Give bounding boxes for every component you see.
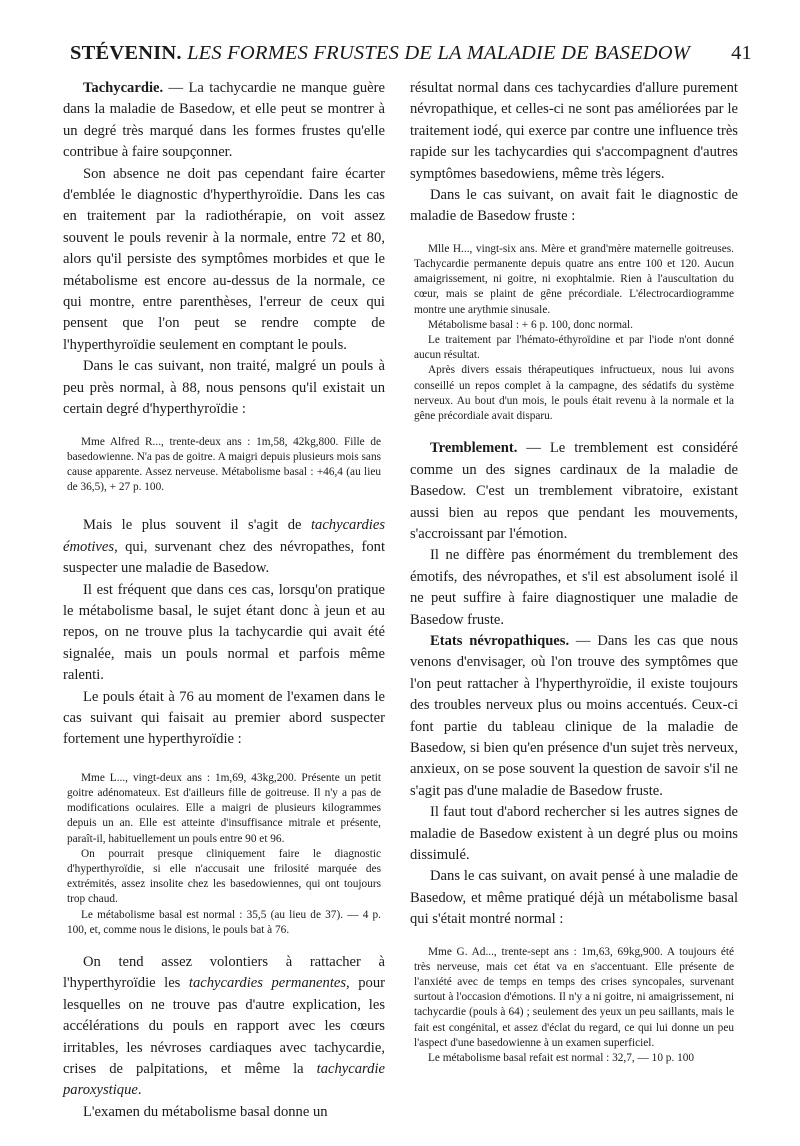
paragraph: Dans le cas suivant, on avait pensé à une maladie de Basedow, et même pratiqué déjà un métabolisme basal qui s'était montré normal : [410, 868, 738, 928]
case-note: Mme G. Ad..., trente-sept ans : 1m,63, 69kg,900. A toujours été très nerveuse, mais cet état va en s'accentuant. Elle présente de l'anxiété avec de temps en temps des crises syncopales, survenant surtout à l'occasion d'émotions. Il n'y a ni goitre, ni amaigrissement, ni tachycardie (pouls à 64) ; seulement des yeux un peu saillants, mais le fait est congénital, et assez d'éclat du regard, ce qui lui donne un peu l'aspect d'une basedowienne à un examen superficiel. [414, 945, 734, 1049]
case-note: Le métabolisme basal refait est normal : 32,7, — 10 p. 100 [428, 1052, 695, 1065]
paragraph-etats-nevropathiques: Etats névropathiques. — Dans les cas que nous venons d'envisager, où l'on trouve des symptômes que l'on peut rattacher à l'hyperthyroïdie, il existe toujours des troubles nerveux plus ou moins accentués. Ceux-ci font partie du tableau clinique de la maladie de Basedow, si bien qu'en présence d'un sujet très nerveux, anxieux, on se pose souvent la question de savoir s'il ne s'agit pas d'une maladie de Basedow fruste. [410, 632, 738, 799]
section-heading-tachycardie: Tachycardie. [83, 80, 164, 96]
page-number: 41 [731, 42, 752, 64]
paragraph: Dans le cas suivant, on avait fait le diagnostic de maladie de Basedow fruste : [410, 187, 738, 225]
paragraph: Il faut tout d'abord rechercher si les autres signes de maladie de Basedow existent à un degré plus ou moins dissimulé. [410, 804, 738, 863]
case-note: On pourrait presque cliniquement faire le diagnostic d'hyperthyroïdie, si elle n'accusait une frilosité marquée des extrémités, assez insolite chez les basedowiennes, qui ont toujours trop chaud. [67, 847, 381, 906]
case-note: Le métabolisme basal est normal : 35,5 (au lieu de 37). — 4 p. 100, et, comme nous le disions, le pouls bat à 76. [67, 908, 381, 936]
paragraph: Le pouls était à 76 au moment de l'examen dans le cas suivant qui faisait au premier abord suspecter fortement une hyperthyroïdie : [63, 688, 385, 748]
paragraph: L'examen du métabolisme basal donne un [83, 1103, 328, 1120]
paragraph-text: — La tachycardie ne manque guère dans la maladie de Basedow, et elle peut se montrer à un degré très marqué dans les formes frustes qu'elle contribue à faire soupçonner. [63, 80, 385, 161]
section-heading-etats-nevropathiques: Etats névropathiques. [430, 632, 570, 649]
case-note: Métabolisme basal : + 6 p. 100, donc normal. [428, 318, 633, 331]
running-header [70, 42, 752, 65]
header-title: LES FORMES FRUSTES DE LA MALADIE DE BASEDOW [187, 42, 691, 64]
case-note: Le traitement par l'hémato-éthyroïdine et par l'iode n'ont donné aucun résultat. [414, 334, 734, 362]
right-column [410, 78, 738, 1066]
paragraph: Il est fréquent que dans ces cas, lorsqu'on pratique le métabolisme basal, le sujet étant donc à jeun et au repos, on ne trouve plus la tachycardie qui avait été signalée, mais un pouls normal et parfois même ralenti. [63, 581, 385, 684]
case-note: Après divers essais thérapeutiques infructueux, nous lui avons conseillé un repos complet à la campagne, des sédatifs du système nerveux. Au bout d'un mois, le pouls était revenu à la normale et la gêne précordiale avait disparu. [414, 364, 734, 423]
paragraph: On tend assez volontiers à rattacher à l'hyperthyroïdie les tachycardies permanentes, pour lesquelles on ne trouve pas d'autre explication, les accélérations du pouls en rapport avec les cœurs irritables, les névroses cardiaques avec tachycardie, crises de palpitations, et même la tachycardie paroxystique. [63, 954, 385, 1099]
paragraph: Il ne diffère pas énormément du tremblement des émotifs, des névropathes, et s'il est absolument isolé il ne peut suffire à faire diagnostiquer une maladie de Basedow fruste. [410, 547, 738, 628]
emphasis: tachycardies émotives [63, 517, 385, 555]
header-author: STÉVENIN. [70, 42, 182, 64]
case-note: Mlle H..., vingt-six ans. Mère et grand'mère maternelle goitreuses. Tachycardie permanente depuis quatre ans entre 100 et 120. Aucun amaigrissement, ni goitre, ni exophtalmie. Rien à l'auscultation du cœur, mais se plaint de gêne précordiale. L'électrocardiogramme montre une arythmie sinusale. [414, 242, 734, 316]
paragraph-tremblement: Tremblement. — Le tremblement est considéré comme un des signes cardinaux de la maladie de Basedow. C'est un tremblement vibratoire, existant aussi bien au repos que pendant les mouvements, s'accroissant par l'émotion. [410, 440, 738, 542]
paragraph: Mais le plus souvent il s'agit de tachycardies émotives, qui, survenant chez des névropathes, font suspecter une maladie de Basedow. [63, 517, 385, 577]
case-note: Mme Alfred R..., trente-deux ans : 1m,58, 42kg,800. Fille de basedowienne. N'a pas de goitre. A maigri depuis plusieurs mois sans cause apparente. Assez nerveuse. Métabolisme basal : +46,4 (au lieu de 36,5), + 27 p. 100. [67, 435, 381, 494]
case-note: Mme L..., vingt-deux ans : 1m,69, 43kg,200. Présente un petit goitre adénomateux. Est d'ailleurs fille de goitreuse. Il n'y a pas de modifications oculaires. Elle a maigri de plusieurs kilogrammes depuis un an. Elle est atteinte d'insuffisance mitrale et présente, paraît-il, habituellement un pouls entre 90 et 96. [67, 771, 381, 845]
paragraph: Dans le cas suivant, non traité, malgré un pouls à peu près normal, à 88, nous pensons qu'il existait un certain degré d'hyperthyroïdie : [63, 358, 385, 418]
emphasis: tachycardies permanentes [188, 975, 347, 992]
paragraph: résultat normal dans ces tachycardies d'allure purement névropathique, et celles-ci ne sont pas améliorées par le traitement iodé, qui exerce par contre une influence très rapide sur les tachycardies qui s'accompagnent d'autres symptômes basedowiens, même très légers. [410, 80, 738, 182]
section-heading-tremblement: Tremblement. [430, 440, 518, 457]
left-column [63, 78, 385, 1123]
paragraph: Son absence ne doit pas cependant faire écarter d'emblée le diagnostic d'hyperthyroïdie. Dans les cas en traitement par la radiothérapie, on voit assez souvent le pouls revenir à la normale, entre 72 et 80, alors qu'il persiste des symptômes morbides et que le métabolisme est encore au-dessus de la normale, ce qui montre, entre parenthèses, l'erreur de ceux qui pensent que l'on peut se rendre compte de l'hyperthyroïdie seulement en comptant le pouls. [63, 165, 385, 353]
emphasis: tachycardie paroxystique [63, 1061, 385, 1099]
paragraph-tachycardie [63, 78, 385, 164]
